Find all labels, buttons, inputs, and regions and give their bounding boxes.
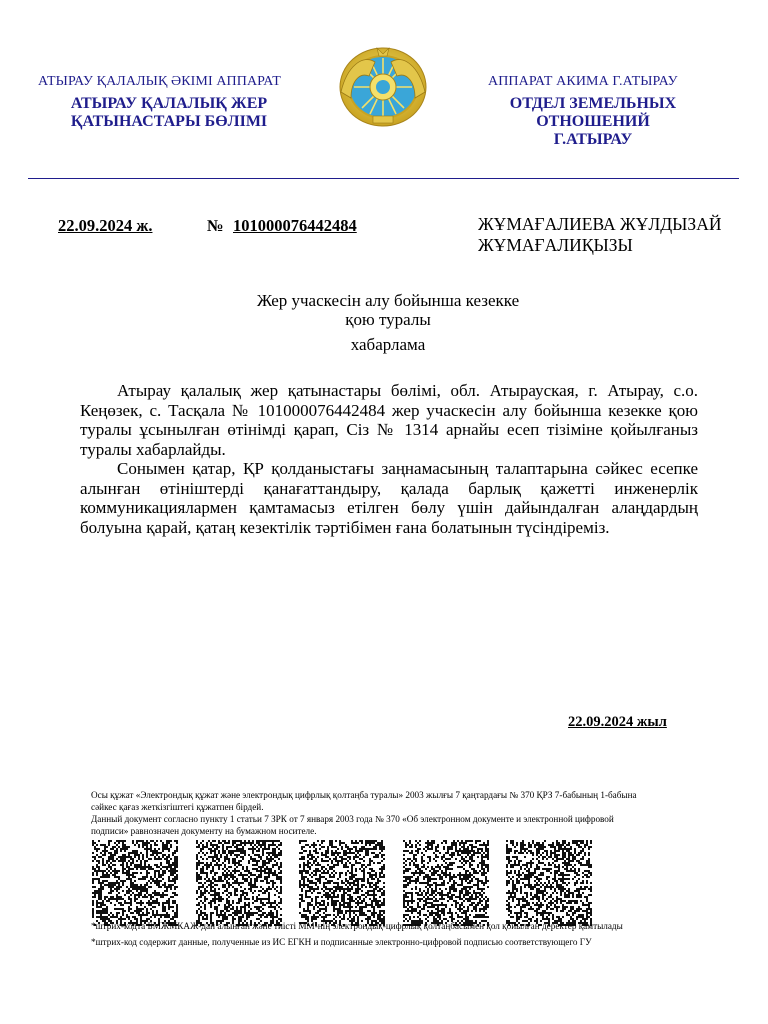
document-date: 22.09.2024 ж. [58, 216, 153, 235]
qr-code [403, 840, 489, 926]
document-title [0, 292, 768, 355]
document-number-sign: № [207, 216, 224, 235]
left-department-line1: АТЫРАУ ҚАЛАЛЫҚ ЖЕР [70, 95, 268, 112]
legal-note-ru-line2: подписи» равнозначен документу на бумажном носителе. [91, 825, 317, 836]
qr-code [299, 840, 385, 926]
title-line3: хабарлама [350, 335, 426, 354]
legal-note-kz [91, 790, 637, 813]
barcode-note-ru: *штрих-код содержит данные, полученные из ИС ЕГКН и подписанные электронно-цифровой подписью соответствующего ГУ [91, 937, 592, 947]
header-divider [28, 178, 739, 179]
document-number: 101000076442484 [233, 216, 357, 235]
recipient-name [478, 214, 721, 256]
title-line1: Жер учаскесін алу бойынша кезекке [256, 291, 520, 310]
left-department-line2: ҚАТЫНАСТАРЫ БӨЛІМІ [70, 113, 268, 130]
recipient-line1: ЖҰМАҒАЛИЕВА ЖҰЛДЫЗАЙ [478, 214, 722, 234]
left-org-name: АТЫРАУ ҚАЛАЛЫҚ ӘКІМІ АППАРАТ [38, 74, 281, 89]
body-paragraph-1: Атырау қалалық жер қатынастары бөлімі, обл. Атырауская, г. Атырау, с.о. Кеңөзек, с. Тасқала № 101000076442484 жер учаскесін алу бойынша кезекке қою туралы ұсынылған өтінімді қарап, Сіз № 1314 арнайы есеп тізіміне қойылғаныз туралы хабарлайды. [80, 381, 698, 459]
qr-code [506, 840, 592, 926]
right-department-name [462, 95, 724, 149]
right-org-name: АППАРАТ АКИМА Г.АТЫРАУ [488, 74, 678, 89]
qr-code [92, 840, 178, 926]
right-department-line2: Г.АТЫРАУ [553, 131, 633, 148]
qr-code [196, 840, 282, 926]
legal-note-ru [91, 814, 614, 837]
title-line2: қою туралы [345, 309, 431, 329]
legal-note-kz-line1: Осы құжат «Электрондық құжат және электрондық цифрлық қолтаңба туралы» 2003 жылғы 7 қаңтардағы № 370 ҚРЗ 7-бабының 1-бабына [91, 790, 637, 800]
document-body [80, 381, 698, 537]
legal-note-ru-line1: Данный документ согласно пункту 1 статьи 7 ЗРК от 7 января 2003 года № 370 «Об электронном документе и электронной цифровой [91, 814, 614, 824]
body-paragraph-2: Сонымен қатар, ҚР қолданыстағы заңнамасының талаптарына сәйкес есепке алынған өтініштерді қанағаттандыру, қалада барлық қажетті инженерлік коммуникациялармен қамтамасыз етілген бөлу үшін дайындалған алаңдардың болуына қарай, қатаң кезектілік тәртібімен ғана болатынын түсіндіреміз. [80, 459, 698, 537]
kazakhstan-state-emblem-icon [337, 46, 429, 128]
barcode-note-kz: *штрих-кодта БМЖМКАЖ-дан алынған және тиісті ММ-нің электрондық-цифрлық қолтаңбасымен қол қойылған деректер қамтылады [91, 921, 623, 931]
legal-note-kz-line2: сәйкес қағаз жеткізгіштегі құжатпен бірдей. [91, 801, 264, 812]
recipient-line2: ЖҰМАҒАЛИҚЫЗЫ [478, 235, 633, 255]
left-department-name [58, 95, 280, 131]
footer-date: 22.09.2024 жыл [568, 714, 667, 730]
right-department-line1: ОТДЕЛ ЗЕМЕЛЬНЫХ ОТНОШЕНИЙ [509, 95, 677, 130]
